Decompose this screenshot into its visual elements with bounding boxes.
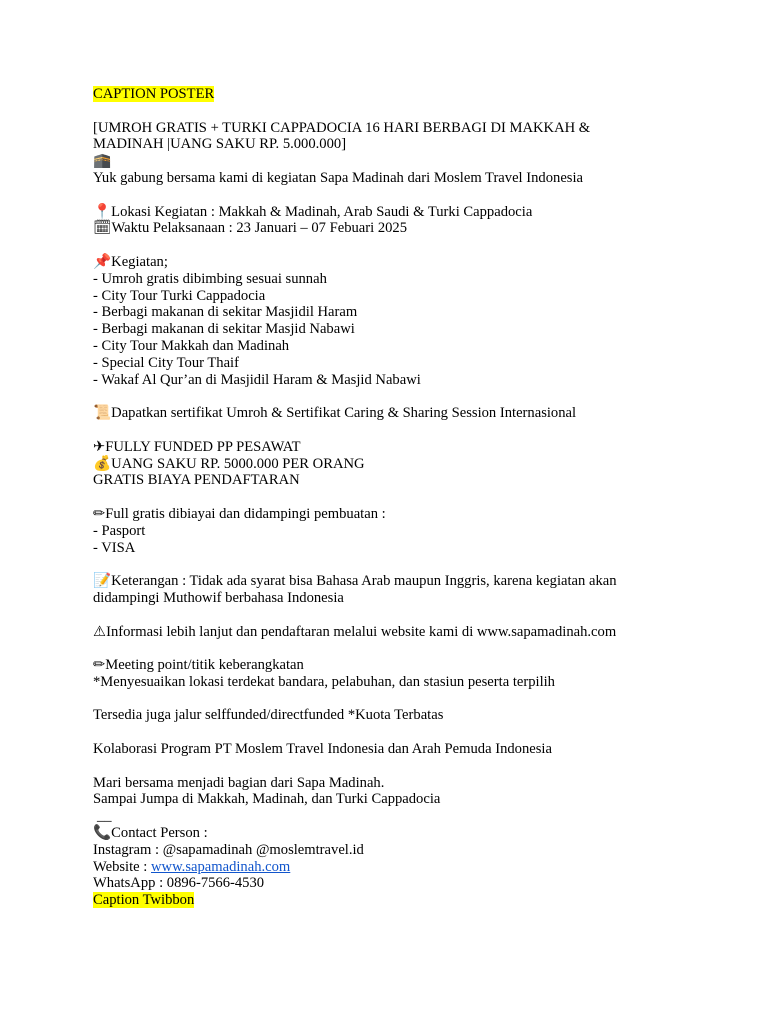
- closing-line-2: Sampai Jumpa di Makkah, Madinah, dan Turki Cappadocia: [93, 791, 441, 808]
- docs-item: - Pasport: [93, 522, 146, 539]
- caption-poster-heading: CAPTION POSTER: [93, 86, 215, 102]
- caption-poster-heading-line: [93, 86, 693, 103]
- blank-line: [93, 640, 693, 657]
- free-registration-text: GRATIS BIAYA PENDAFTARAN: [93, 472, 300, 489]
- blank-line: [93, 724, 693, 741]
- activity-item: - City Tour Makkah dan Madinah: [93, 337, 290, 354]
- instagram-text: Instagram : @sapamadinah @moslemtravel.id: [93, 841, 364, 858]
- blank-line: [93, 691, 693, 708]
- blank-line: [93, 388, 693, 405]
- website-label: Website :: [93, 858, 151, 875]
- caption-twibbon-heading-line: [93, 892, 693, 909]
- kaaba-icon: 🕋: [93, 153, 112, 170]
- selffunded-text: Tersedia juga jalur selffunded/directfunded *Kuota Terbatas: [93, 707, 444, 724]
- activity-item: - City Tour Turki Cappadocia: [93, 287, 266, 304]
- activity-item: - Umroh gratis dibimbing sesuai sunnah: [93, 270, 327, 287]
- meeting-detail: *Menyesuaikan lokasi terdekat bandara, pelabuhan, dan stasiun peserta terpilih: [93, 673, 555, 690]
- title-line-1: [UMROH GRATIS + TURKI CAPPADOCIA 16 HARI BERBAGI DI MAKKAH &: [93, 119, 591, 136]
- note-line-2: didampingi Muthowif berbahasa Indonesia: [93, 589, 344, 606]
- funded-text: ✈FULLY FUNDED PP PESAWAT: [93, 438, 301, 455]
- title-line-2: MADINAH |UANG SAKU RP. 5.000.000]: [93, 136, 347, 153]
- activity-item: - Special City Tour Thaif: [93, 354, 239, 371]
- docs-item: - VISA: [93, 539, 136, 556]
- allowance-text: 💰UANG SAKU RP. 5000.000 PER ORANG: [93, 455, 365, 472]
- activity-item: - Wakaf Al Qur’an di Masjidil Haram & Masjid Nabawi: [93, 371, 421, 388]
- caption-twibbon-heading: Caption Twibbon: [93, 892, 195, 909]
- whatsapp-text: WhatsApp : 0896-7566-4530: [93, 875, 265, 892]
- meeting-heading: ✏Meeting point/titik keberangkatan: [93, 657, 304, 674]
- collaboration-text: Kolaborasi Program PT Moslem Travel Indonesia dan Arah Pemuda Indonesia: [93, 741, 552, 758]
- blank-line: [93, 489, 693, 506]
- docs-heading: ✏Full gratis dibiayai dan didampingi pembuatan :: [93, 505, 386, 522]
- activity-item: - Berbagi makanan di sekitar Masjidil Haram: [93, 304, 358, 321]
- location-text: 📍Lokasi Kegiatan : Makkah & Madinah, Arab Saudi & Turki Cappadocia: [93, 203, 533, 220]
- certificate-text: 📜Dapatkan sertifikat Umroh & Sertifikat Caring & Sharing Session Internasional: [93, 405, 577, 422]
- contact-heading: 📞Contact Person :: [93, 825, 208, 842]
- schedule-text: 🗓Waktu Pelaksanaan : 23 Januari – 07 Febuari 2025: [93, 220, 408, 237]
- website-link[interactable]: www.sapamadinah.com: [151, 858, 291, 875]
- document-page: [93, 86, 693, 909]
- activities-heading: 📌Kegiatan;: [93, 253, 168, 270]
- blank-line: [93, 556, 693, 573]
- activity-item: - Berbagi makanan di sekitar Masjid Nabawi: [93, 321, 355, 338]
- blank-line: [93, 237, 693, 254]
- website-line: [93, 859, 693, 876]
- blank-line: [93, 422, 693, 439]
- blank-line: [93, 758, 693, 775]
- blank-line: [93, 187, 693, 204]
- info-text: ⚠Informasi lebih lanjut dan pendaftaran melalui website kami di www.sapamadinah.com: [93, 623, 617, 640]
- blank-line: [93, 607, 693, 624]
- blank-line: [93, 103, 693, 120]
- closing-line-1: Mari bersama menjadi bagian dari Sapa Madinah.: [93, 774, 385, 791]
- note-line-1: 📝Keterangan : Tidak ada syarat bisa Bahasa Arab maupun Inggris, karena kegiatan akan: [93, 573, 617, 590]
- intro-text: Yuk gabung bersama kami di kegiatan Sapa Madinah dari Moslem Travel Indonesia: [93, 169, 584, 186]
- separator-line: __: [97, 808, 112, 825]
